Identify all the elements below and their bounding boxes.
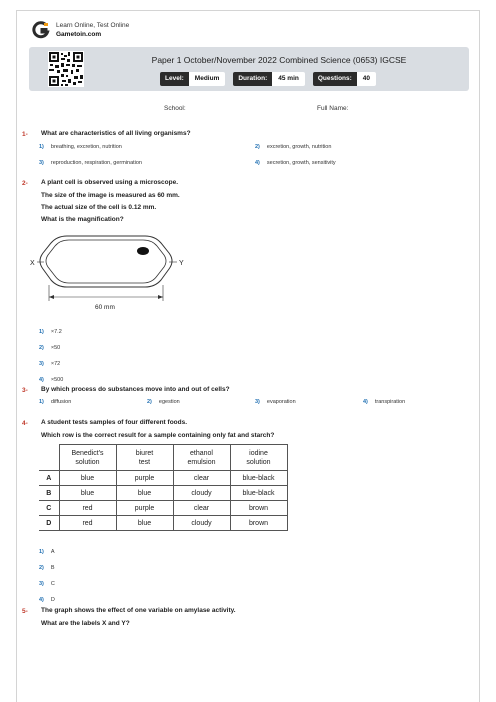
table-row	[39, 501, 287, 516]
option-text: C	[50, 581, 55, 587]
questions-value: 40	[357, 72, 376, 86]
paper-title: Paper 1 October/November 2022 Combined Science (0653) IGCSE	[151, 55, 407, 65]
row-label: B	[39, 486, 59, 501]
table-row	[39, 516, 287, 531]
option-number: 3)	[39, 160, 44, 166]
question-line: What are the labels X and Y?	[41, 620, 130, 627]
measure-arrow-right	[158, 295, 163, 299]
header-line: Benedict's	[71, 449, 104, 457]
option-number: 2)	[39, 345, 44, 351]
option-1[interactable]	[39, 399, 71, 405]
duration-pill	[233, 72, 304, 86]
cell-membrane-outline	[46, 240, 166, 283]
header-line: test	[138, 458, 151, 466]
table-cell: cloudy	[173, 516, 230, 531]
table-cell: blue	[116, 486, 173, 501]
table-header	[230, 445, 287, 471]
plant-cell-diagram	[27, 233, 187, 313]
option-3[interactable]	[39, 581, 55, 587]
table-cell: red	[59, 516, 116, 531]
question-line: The actual size of the cell is 0.12 mm.	[41, 204, 157, 211]
option-number: 1)	[39, 144, 44, 150]
option-text: ×500	[50, 377, 64, 383]
question-number: 4-	[22, 420, 28, 427]
question-text: A plant cell is observed using a microscope.	[41, 179, 179, 186]
questions-pill	[313, 72, 376, 86]
row-label: A	[39, 471, 59, 486]
option-text: egestion	[158, 399, 180, 405]
table-cell: blue-black	[230, 486, 287, 501]
question-text: The graph shows the effect of one variable on amylase activity.	[41, 607, 236, 614]
paper-meta	[160, 72, 376, 86]
brand-tagline: Learn Online, Test Online	[56, 22, 130, 29]
option-text: breathing, excretion, nutrition	[50, 144, 122, 150]
table-header	[59, 445, 116, 471]
table-header	[173, 445, 230, 471]
question-text: A student tests samples of four different foods.	[41, 419, 188, 426]
level-label: Level:	[160, 72, 189, 86]
option-number: 2)	[255, 144, 260, 150]
question-line: The size of the image is measured as 60 mm.	[41, 192, 180, 199]
table-cell: blue-black	[230, 471, 287, 486]
table-cell: blue	[59, 486, 116, 501]
question-text: What are characteristics of all living organisms?	[41, 130, 191, 137]
option-text: reproduction, respiration, germination	[50, 160, 142, 166]
duration-value: 45 min	[272, 72, 305, 86]
option-3[interactable]	[255, 399, 296, 405]
brand-site[interactable]: Gametoin.com	[56, 31, 102, 38]
option-text: secretion, growth, sensitivity	[266, 160, 336, 166]
question-number: 5-	[22, 608, 28, 615]
option-number: 4)	[39, 597, 44, 603]
table-cell: clear	[173, 501, 230, 516]
option-number: 2)	[147, 399, 152, 405]
option-text: diffusion	[50, 399, 72, 405]
table-cell: cloudy	[173, 486, 230, 501]
table-row	[39, 471, 287, 486]
cell-wall-outline	[40, 236, 172, 287]
option-number: 4)	[363, 399, 368, 405]
header-line: ethanol	[190, 449, 213, 457]
gametoin-logo-icon	[32, 21, 50, 39]
option-number: 1)	[39, 549, 44, 555]
duration-label: Duration:	[233, 72, 272, 86]
table-cell: blue	[116, 516, 173, 531]
option-1[interactable]	[39, 549, 55, 555]
option-4[interactable]	[39, 377, 63, 383]
option-number: 3)	[39, 581, 44, 587]
fullname-field[interactable]: Full Name:	[317, 105, 349, 112]
exam-page	[16, 10, 480, 702]
paper-banner	[29, 47, 469, 91]
option-2[interactable]	[39, 345, 60, 351]
table-corner	[39, 445, 59, 471]
option-4[interactable]	[39, 597, 55, 603]
option-1[interactable]	[39, 144, 122, 150]
row-label: D	[39, 516, 59, 531]
nucleus	[137, 247, 149, 255]
table-cell: purple	[116, 501, 173, 516]
option-2[interactable]	[39, 565, 55, 571]
option-text: transpiration	[374, 399, 406, 405]
option-number: 1)	[39, 399, 44, 405]
option-4[interactable]	[255, 160, 336, 166]
table-cell: clear	[173, 471, 230, 486]
option-text: D	[50, 597, 55, 603]
table-cell: purple	[116, 471, 173, 486]
option-number: 2)	[39, 565, 44, 571]
brand-header	[32, 21, 129, 39]
option-3[interactable]	[39, 361, 60, 367]
school-field[interactable]: School:	[164, 105, 186, 112]
question-text: By which process do substances move into and out of cells?	[41, 386, 230, 393]
qr-code-icon[interactable]	[48, 51, 84, 87]
table-cell: brown	[230, 516, 287, 531]
header-line: solution	[75, 458, 100, 466]
question-number: 2-	[22, 180, 28, 187]
option-number: 4)	[255, 160, 260, 166]
option-3[interactable]	[39, 160, 142, 166]
level-pill	[160, 72, 225, 86]
option-number: 1)	[39, 329, 44, 335]
option-1[interactable]	[39, 329, 62, 335]
option-number: 4)	[39, 377, 44, 383]
table-cell: blue	[59, 471, 116, 486]
header-line: biuret	[135, 449, 154, 457]
measure-arrow-left	[49, 295, 54, 299]
question-line: What is the magnification?	[41, 216, 124, 223]
option-text: A	[50, 549, 55, 555]
food-test-table	[39, 444, 288, 531]
label-y: Y	[179, 260, 184, 267]
header-line: solution	[246, 458, 271, 466]
option-text: ×50	[50, 345, 61, 351]
option-2[interactable]	[147, 399, 180, 405]
question-number: 1-	[22, 131, 28, 138]
label-x: X	[30, 260, 35, 267]
option-text: B	[50, 565, 55, 571]
table-row	[39, 486, 287, 501]
option-number: 3)	[255, 399, 260, 405]
option-text: evaporation	[266, 399, 296, 405]
option-text: ×7.2	[50, 329, 62, 335]
question-line: Which row is the correct result for a sample containing only fat and starch?	[41, 432, 275, 439]
question-number: 3-	[22, 387, 28, 394]
header-line: emulsion	[187, 458, 216, 466]
table-cell: brown	[230, 501, 287, 516]
row-label: C	[39, 501, 59, 516]
questions-label: Questions:	[313, 72, 357, 86]
label-60mm: 60 mm	[95, 304, 115, 311]
option-text: excretion, growth, nutrition	[266, 144, 332, 150]
table-cell: red	[59, 501, 116, 516]
header-line: iodine	[249, 449, 268, 457]
option-4[interactable]	[363, 399, 405, 405]
level-value: Medium	[189, 72, 226, 86]
option-number: 3)	[39, 361, 44, 367]
table-header	[116, 445, 173, 471]
option-text: ×72	[50, 361, 61, 367]
option-2[interactable]	[255, 144, 331, 150]
